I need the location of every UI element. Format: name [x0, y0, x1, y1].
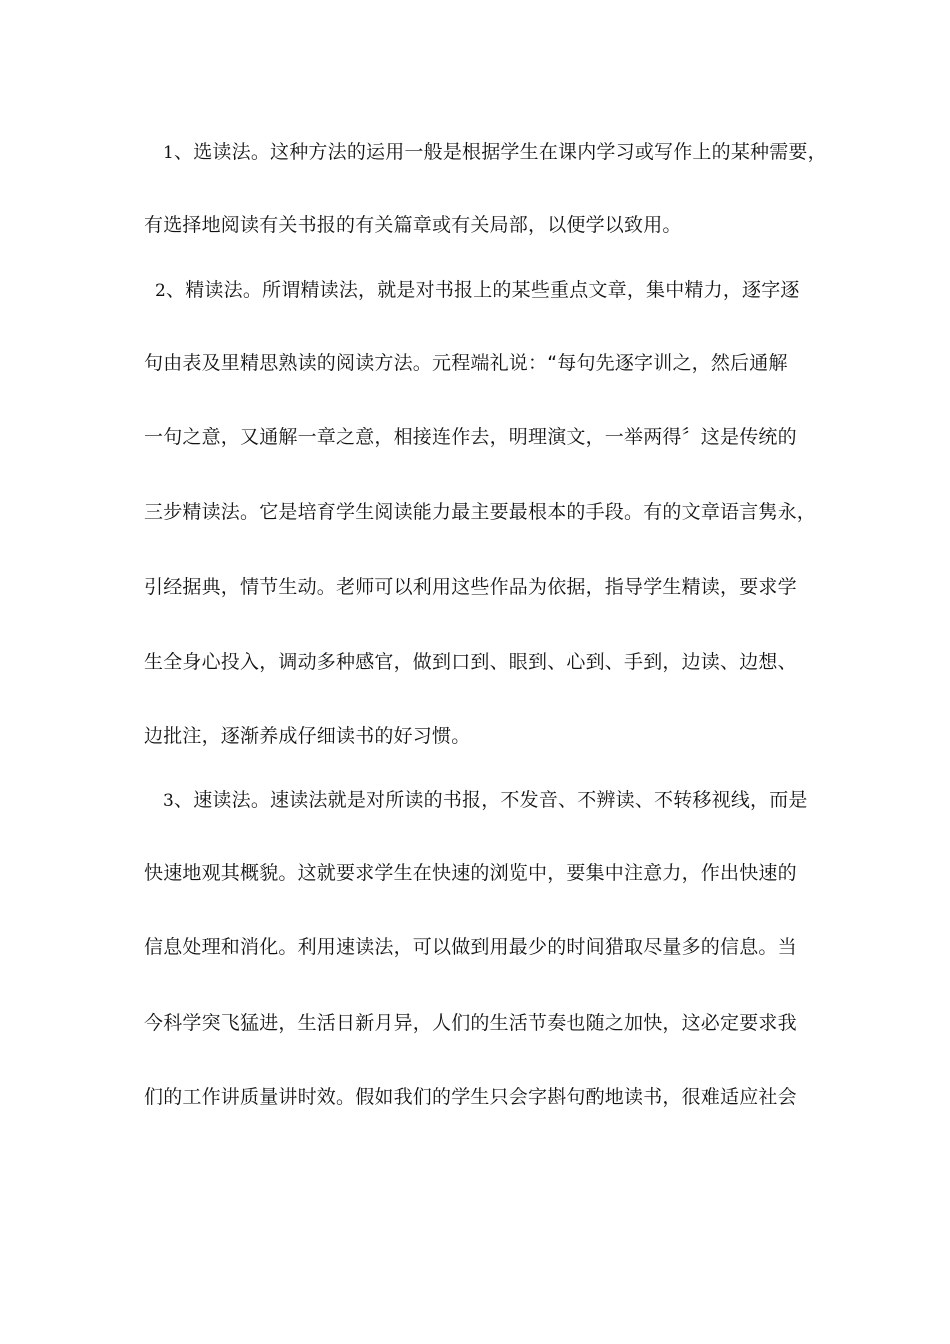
list-number: 2	[155, 281, 167, 301]
paragraph-2-line-7	[144, 723, 470, 749]
paragraph-2-line-2	[144, 350, 788, 376]
paragraph-3-line-5	[144, 1084, 797, 1110]
line-text: 生全身心投入，调动多种感官，做到口到、眼到、心到、手到，边读、边想、	[144, 651, 797, 673]
line-text: 、精读法。所谓精读法，就是对书报上的某些重点文章，集中精力，逐字逐	[166, 279, 800, 301]
paragraph-3-line-3	[144, 934, 797, 960]
paragraph-1-line-2	[144, 212, 682, 238]
line-text: 有选择地阅读有关书报的有关篇章或有关局部，以便学以致用。	[144, 214, 682, 236]
paragraph-3-line-1	[163, 787, 808, 814]
line-text: 三步精读法。它是培育学生阅读能力最主要最根本的手段。有的文章语言隽永，	[144, 501, 817, 523]
paragraph-3-line-2	[144, 860, 797, 886]
list-number: 3	[163, 791, 175, 811]
line-text: 今科学突飞猛进，生活日新月异，人们的生活节奏也随之加快，这必定要求我	[144, 1012, 797, 1034]
paragraph-3-line-4	[144, 1010, 797, 1036]
line-text: 、选读法。这种方法的运用一般是根据学生在课内学习或写作上的某种需要，	[174, 141, 827, 163]
list-number: 1	[163, 143, 175, 163]
paragraph-2-line-3	[144, 424, 797, 450]
line-text: 们的工作讲质量讲时效。假如我们的学生只会字斟句酌地读书，很难适应社会	[144, 1086, 797, 1108]
line-text: 引经据典，情节生动。老师可以利用这些作品为依据，指导学生精读，要求学	[144, 576, 797, 598]
paragraph-2-line-6	[144, 649, 797, 675]
line-text: 句由表及里精思熟读的阅读方法。元程端礼说：“每句先逐字训之，然后通解	[144, 352, 788, 374]
paragraph-2-line-5	[144, 574, 797, 600]
paragraph-2-line-4	[144, 499, 816, 525]
paragraph-1-line-1	[163, 139, 827, 166]
line-text: 、速读法。速读法就是对所读的书报，不发音、不辨读、不转移视线，而是	[174, 789, 808, 811]
line-text: 快速地观其概貌。这就要求学生在快速的浏览中，要集中注意力，作出快速的	[144, 862, 797, 884]
line-text: 边批注，逐渐养成仔细读书的好习惯。	[144, 725, 471, 747]
line-text: 信息处理和消化。利用速读法，可以做到用最少的时间猎取尽量多的信息。当	[144, 936, 797, 958]
paragraph-2-line-1	[155, 277, 800, 304]
line-text: 一句之意，又通解一章之意，相接连作去，明理演文，一举两得〞这是传统的	[144, 426, 797, 448]
